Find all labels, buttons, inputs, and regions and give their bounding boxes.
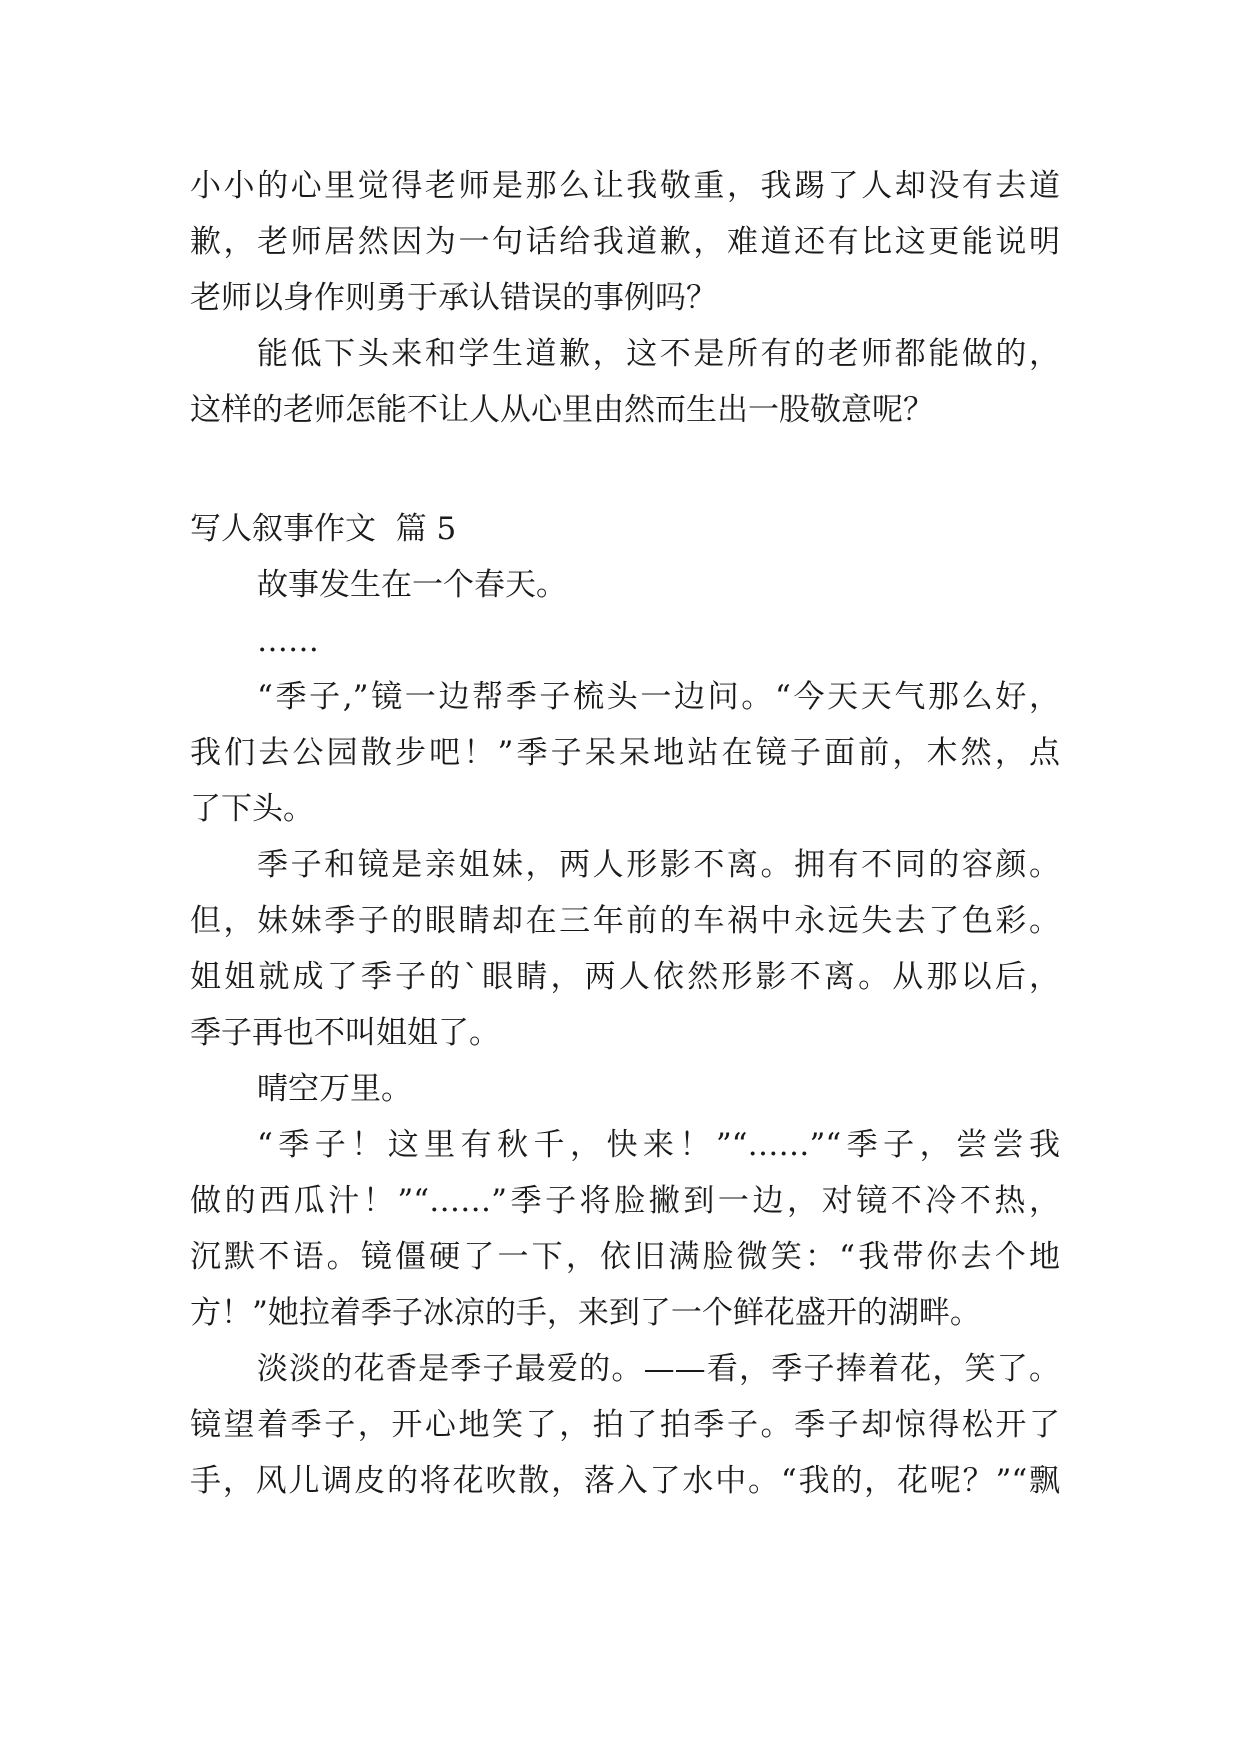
ellipsis-line: …… [257,623,319,659]
paragraph-line: 做的西瓜汁！”“……”季子将脸撇到一边，对镜不冷不热， [190,1183,1060,1219]
paragraph-line: “季子,”镜一边帮季子梳头一边问。“今天天气那么好， [257,679,1060,715]
paragraph-line: 姐姐就成了季子的`眼睛，两人依然形影不离。从那以后， [190,959,1060,995]
paragraph-line: 小小的心里觉得老师是那么让我敬重，我踢了人却没有去道 [190,168,1060,204]
section-heading: 写人叙事作文 篇 5 [190,511,457,547]
paragraph-line: 了下头。 [190,791,314,827]
paragraph-line: 老师以身作则勇于承认错误的事例吗？ [190,280,717,316]
paragraph-line: 晴空万里。 [257,1071,412,1107]
paragraph-line: “季子！这里有秋千，快来！”“……”“季子，尝尝我 [257,1127,1060,1163]
paragraph-line: 沉默不语。镜僵硬了一下，依旧满脸微笑：“我带你去个地 [190,1239,1060,1275]
paragraph-line: 方！”她拉着季子冰凉的手，来到了一个鲜花盛开的湖畔。 [190,1295,981,1331]
paragraph-line: 这样的老师怎能不让人从心里由然而生出一股敬意呢？ [190,392,934,428]
paragraph-line: 我们去公园散步吧！”季子呆呆地站在镜子面前，木然，点 [190,735,1060,771]
paragraph-line: 但，妹妹季子的眼睛却在三年前的车祸中永远失去了色彩。 [190,903,1060,939]
paragraph-line: 能低下头来和学生道歉，这不是所有的老师都能做的， [257,336,1060,372]
paragraph-line: 故事发生在一个春天。 [257,567,567,603]
paragraph-line: 镜望着季子，开心地笑了，拍了拍季子。季子却惊得松开了 [190,1407,1060,1443]
paragraph-line: 手，风儿调皮的将花吹散，落入了水中。“我的，花呢？”“飘 [190,1463,1060,1499]
paragraph-line: 季子再也不叫姐姐了。 [190,1015,500,1051]
paragraph-line: 季子和镜是亲姐妹，两人形影不离。拥有不同的容颜。 [257,847,1060,883]
paragraph-line: 淡淡的花香是季子最爱的。——看，季子捧着花，笑了。 [257,1351,1060,1387]
paragraph-line: 歉，老师居然因为一句话给我道歉，难道还有比这更能说明 [190,224,1060,260]
